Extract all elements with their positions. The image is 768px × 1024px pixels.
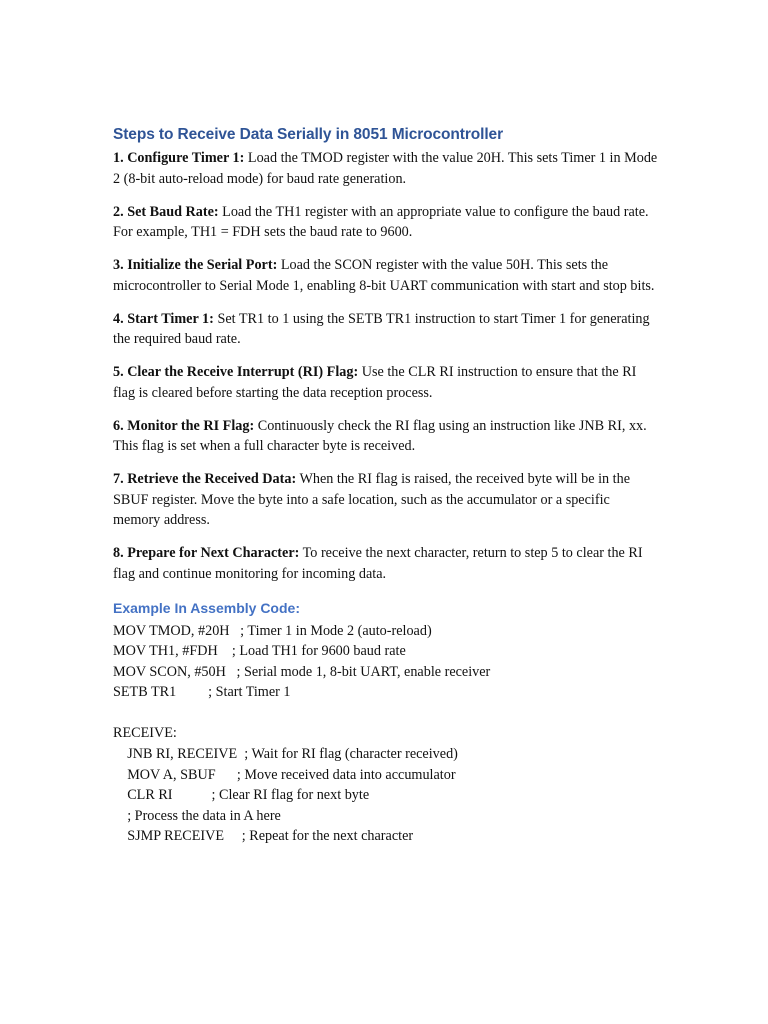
step-text: Load the TMOD register with the value 20H. This sets Timer 1 in Mode 2 (8-bit auto-reload mode) for baud rate generation. — [113, 150, 658, 187]
step-paragraph — [113, 202, 658, 243]
step-label: 7. Retrieve the Received Data: — [113, 471, 297, 487]
code-line: ; Process the data in A here — [113, 807, 281, 824]
step-text: Load the SCON register with the value 50H. This sets the microcontroller to Serial Mode 1, enabling 8-bit UART communication with start and stop bits. — [113, 257, 655, 294]
step-label: 4. Start Timer 1: — [113, 310, 214, 327]
step-label: 2. Set Baud Rate: — [113, 203, 219, 220]
code-line: JNB RI, RECEIVE ; Wait for RI flag (character received) — [113, 746, 458, 763]
code-line — [113, 703, 658, 724]
steps-list — [113, 148, 658, 584]
step-paragraph — [113, 416, 658, 457]
code-line: SJMP RECEIVE ; Repeat for the next character — [113, 828, 414, 845]
code-line: SETB TR1 ; Start Timer 1 — [113, 684, 291, 701]
step-paragraph — [113, 255, 658, 296]
step-text: Load the TH1 register with an appropriate value to configure the baud rate. For example, TH1 = FDH sets the baud rate to 9600. — [113, 203, 649, 240]
code-line: RECEIVE: — [113, 725, 177, 742]
assembly-code-block — [113, 621, 658, 848]
document-content — [113, 124, 658, 847]
code-line: MOV SCON, #50H ; Serial mode 1, 8-bit UART, enable receiver — [113, 663, 491, 680]
step-paragraph — [113, 362, 658, 403]
code-line: MOV TMOD, #20H ; Timer 1 in Mode 2 (auto-reload) — [113, 622, 432, 639]
step-text: Set TR1 to 1 using the SETB TR1 instruction to start Timer 1 for generating the required baud rate. — [113, 310, 650, 347]
step-paragraph — [113, 148, 658, 189]
step-label: 1. Configure Timer 1: — [113, 150, 245, 166]
code-line: CLR RI ; Clear RI flag for next byte — [113, 787, 370, 804]
step-label: 5. Clear the Receive Interrupt (RI) Flag: — [113, 364, 359, 380]
step-paragraph — [113, 543, 658, 584]
step-label: 3. Initialize the Serial Port: — [113, 257, 278, 273]
step-label: 8. Prepare for Next Character: — [113, 545, 300, 561]
example-heading: Example In Assembly Code: — [113, 599, 300, 616]
step-label: 6. Monitor the RI Flag: — [113, 417, 255, 434]
step-paragraph — [113, 469, 658, 531]
document-title: Steps to Receive Data Serially in 8051 Microcontroller — [113, 126, 504, 143]
step-text: Use the CLR RI instruction to ensure that the RI flag is cleared before starting the data reception process. — [113, 364, 637, 401]
code-line: MOV A, SBUF ; Move received data into accumulator — [113, 766, 456, 783]
step-text: Continuously check the RI flag using an instruction like JNB RI, xx. This flag is set when a full character byte is received. — [113, 417, 647, 454]
step-text: When the RI flag is raised, the received byte will be in the SBUF register. Move the byte into a safe location, such as the accumulator or a specific memory address. — [113, 471, 631, 528]
code-line: MOV TH1, #FDH ; Load TH1 for 9600 baud rate — [113, 643, 406, 660]
step-text: To receive the next character, return to step 5 to clear the RI flag and continue monitoring for incoming data. — [113, 545, 643, 582]
step-paragraph — [113, 309, 658, 350]
